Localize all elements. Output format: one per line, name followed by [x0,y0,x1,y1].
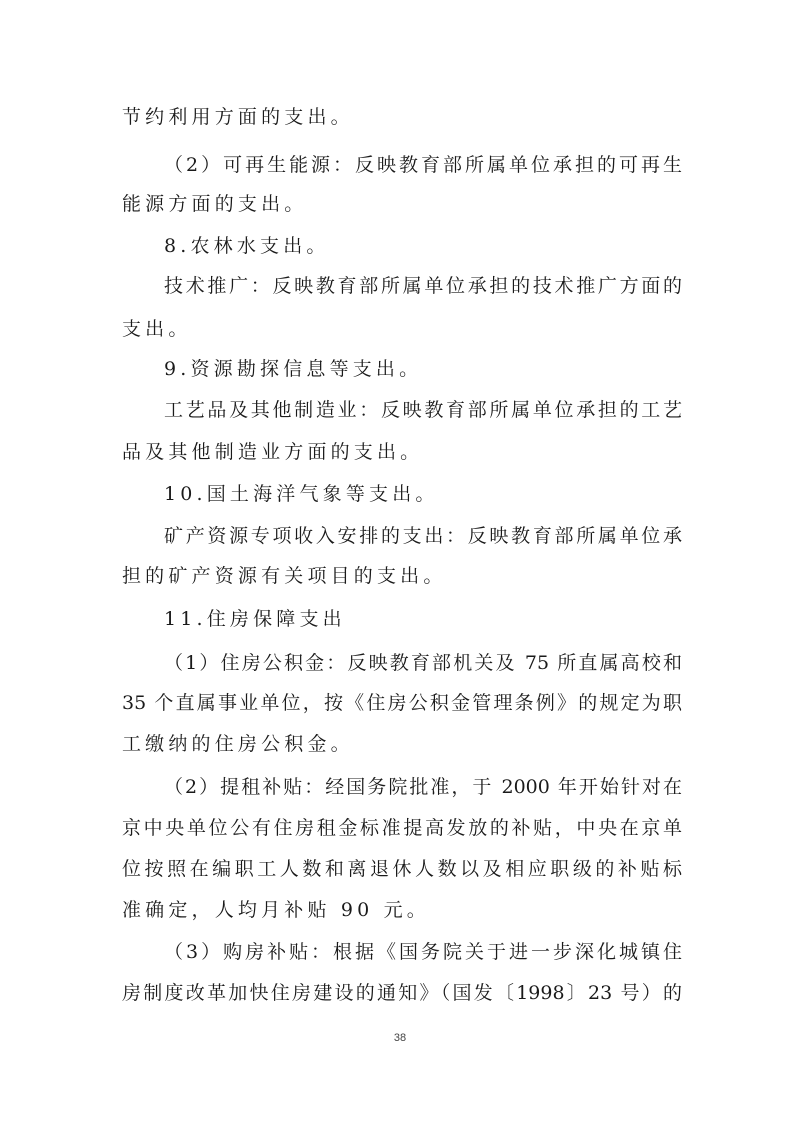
text-line: 节约利用方面的支出。 [122,106,354,128]
text-line: 品及其他制造业方面的支出。 [122,441,424,463]
text-line: （1）住房公积金：反映教育部机关及 75 所直属高校和 [164,652,682,674]
section-heading: 8.农林水支出。 [164,235,330,257]
text-line: 工艺品及其他制造业：反映教育部所属单位承担的工艺 [164,399,682,421]
text-line: 准确定，人均月补贴 90 元。 [122,899,430,921]
text-line: （2）提租补贴：经国务院批准，于 2000 年开始针对在 [164,776,682,798]
text-line: （3）购房补贴：根据《国务院关于进一步深化城镇住 [164,941,682,963]
text-line: （2）可再生能源：反映教育部所属单位承担的可再生 [164,154,682,176]
text-line: 房制度改革加快住房建设的通知》（国发〔1998〕23 号）的 [122,982,682,1004]
text-line: 技术推广：反映教育部所属单位承担的技术推广方面的 [164,275,682,297]
section-heading: 9.资源勘探信息等支出。 [164,358,423,380]
text-line: 能源方面的支出。 [122,193,308,215]
section-heading: 10.国土海洋气象等支出。 [164,483,439,505]
text-line: 支出。 [122,318,192,340]
text-line: 35 个直属事业单位，按《住房公积金管理条例》的规定为职 [122,692,682,714]
text-line: 矿产资源专项收入安排的支出：反映教育部所属单位承 [164,525,682,547]
text-line: 担的矿产资源有关项目的支出。 [122,565,447,587]
text-line: 京中央单位公有住房租金标准提高发放的补贴，中央在京单 [122,817,682,839]
text-line: 工缴纳的住房公积金。 [122,733,354,755]
page-number: 38 [393,1032,407,1044]
text-line: 位按照在编职工人数和离退休人数以及相应职级的补贴标 [122,858,682,880]
section-heading: 11.住房保障支出 [164,608,346,630]
